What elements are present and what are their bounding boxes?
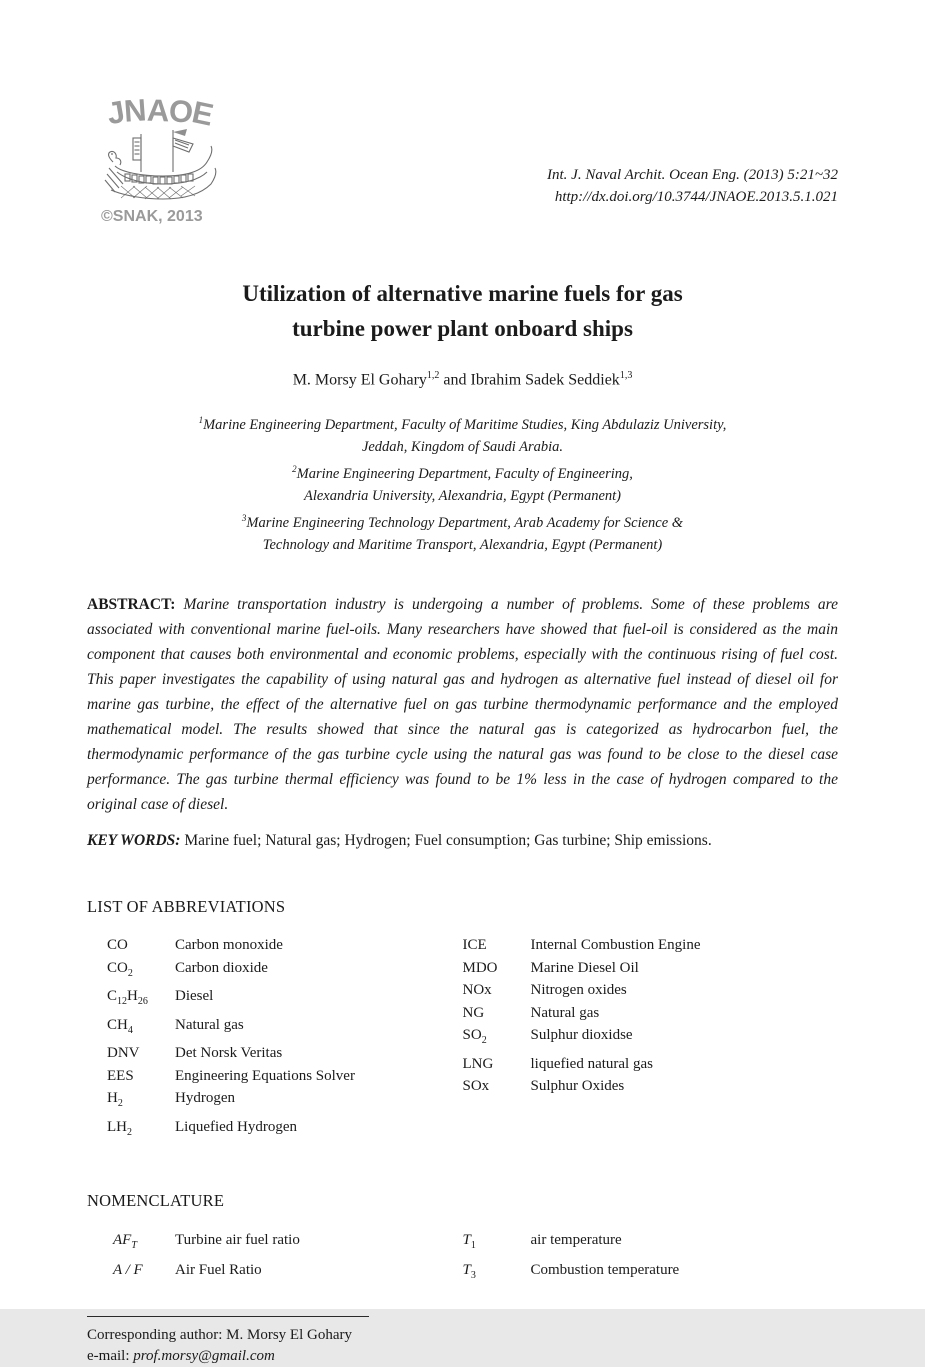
affiliation-line: $^3$Marine Engineering Technology Department, Arab Academy for Science & (241, 512, 684, 531)
abbreviation-term: MDO (462, 959, 498, 976)
logo-copyright: ©SNAK, 2013 (101, 208, 203, 225)
abbreviation-row (463, 1075, 839, 1098)
abbreviation-term: $LH_2$ (107, 1118, 132, 1138)
abbreviation-definition: Det Norsk Veritas (175, 1045, 283, 1062)
corresponding-author-line: Corresponding author: M. Morsy El Gohary (87, 1327, 352, 1344)
nomenclature-heading: NOMENCLATURE (87, 1191, 225, 1211)
abbreviation-term: EES (107, 1067, 134, 1084)
abbreviation-term: NOx (462, 982, 492, 999)
abbreviation-definition: Internal Combustion Engine (530, 937, 701, 954)
affiliation-line: Alexandria University, Alexandria, Egypt (Permanent) (303, 487, 622, 504)
nomenclature-row (107, 1258, 463, 1283)
abbreviation-row (107, 1116, 463, 1145)
abbreviation-definition: Natural gas (175, 1016, 244, 1033)
nomenclature-symbol: $T_1$ (462, 1232, 476, 1252)
abbreviation-term: LNG (462, 1055, 494, 1072)
authors-line: M. Morsy El Gohary$^{1,2}$ and Ibrahim Sadek Seddiek$^{1,3}$ (292, 370, 633, 389)
abbreviation-term: ICE (462, 937, 487, 954)
nomenclature-symbol: $T_3$ (462, 1262, 476, 1282)
ancient-ship-icon (101, 128, 219, 206)
abbreviation-term: $SO_2$ (462, 1027, 487, 1047)
abstract-paragraph: ABSTRACT: Marine transportation industry is undergoing a number of problems. Some of these problems are associated with conventional marine fuel-oils. Many researchers have showed that fuel-oil is considered as the main component that causes both environmental and economic problems, especially with the continuous rising of fuel cost. This paper investigates the capability of using natural gas and hydrogen as alternative fuel instead of diesel oil for marine gas turbine, the effect of the alternative fuel on gas turbine thermodynamic performance and the employed mathematical model. The results showed that since the natural gas is categorized as hydrocarbon fuel, the thermodynamic performance of the gas turbine cycle using the natural gas was found to be close to the diesel case performance. The gas turbine thermal efficiency was found to be 1% less in the case of hydrogen compared to the original case of diesel. (87, 595, 839, 813)
nomenclature-definition: Turbine air fuel ratio (175, 1232, 300, 1249)
abbreviation-definition: Natural gas (530, 1004, 600, 1021)
abbreviation-definition: Nitrogen oxides (530, 982, 627, 999)
nomenclature-definition: Air Fuel Ratio (175, 1262, 262, 1279)
abbreviation-definition: Sulphur Oxides (530, 1078, 625, 1095)
page-content (87, 0, 838, 1367)
affiliation-line: Jeddah, Kingdom of Saudi Arabia. (361, 439, 564, 456)
abbreviation-definition: Carbon dioxide (175, 959, 268, 976)
abbreviation-definition: Marine Diesel Oil (530, 959, 639, 976)
affiliation-line: $^2$Marine Engineering Department, Faculty of Engineering, (292, 464, 633, 482)
abbreviation-row (463, 979, 839, 1002)
paper-title (87, 276, 838, 346)
abbreviation-term: $C_{12}H_{26}$ (107, 988, 148, 1008)
abbreviation-term: $H_2$ (107, 1090, 123, 1110)
email-line[interactable]: e-mail: prof.morsy@gmail.com (87, 1348, 275, 1365)
abbreviation-term: NG (462, 1004, 485, 1021)
abbreviation-row (107, 1087, 463, 1116)
nomenclature-row (463, 1258, 839, 1288)
affiliation-line: $^1$Marine Engineering Department, Faculty of Maritime Studies, King Abdulaziz University, (198, 415, 727, 434)
journal-citation: Int. J. Naval Archit. Ocean Eng. (2013) 5:21~32 (547, 167, 838, 183)
nomenclature-row (463, 1228, 839, 1258)
abbreviation-row (107, 1065, 463, 1088)
journal-logo (101, 92, 231, 226)
abbreviation-definition: Hydrogen (175, 1090, 235, 1107)
abbreviation-definition: Sulphur dioxidse (530, 1027, 633, 1044)
abbreviation-row (463, 934, 839, 957)
abbreviation-definition: Engineering Equations Solver (175, 1067, 355, 1084)
journal-reference (547, 164, 838, 208)
paper-title-line1: Utilization of alternative marine fuels for gas (242, 281, 683, 306)
abbreviation-definition: Liquefied Hydrogen (175, 1118, 298, 1135)
nomenclature-symbol: $AF_T$ (113, 1232, 137, 1252)
abbreviation-term: $CO_2$ (107, 959, 133, 979)
abbreviation-term: SOx (462, 1078, 490, 1095)
header (87, 92, 838, 234)
footnote-divider (87, 1316, 369, 1317)
abbreviation-row (107, 985, 463, 1014)
affiliation-line: Technology and Maritime Transport, Alexandria, Egypt (Permanent) (262, 536, 663, 553)
paper-title-line2: turbine power plant onboard ships (292, 316, 633, 341)
nomenclature-table (87, 1228, 838, 1288)
nomenclature-right-column (463, 1228, 839, 1288)
nomenclature-left-column (87, 1228, 463, 1288)
nomenclature-row (107, 1228, 463, 1258)
abbreviation-definition: Diesel (175, 988, 214, 1005)
nomenclature-definition: Combustion temperature (530, 1262, 680, 1279)
abbreviation-row (107, 934, 463, 957)
abbreviations-heading: LIST OF ABBREVIATIONS (87, 897, 286, 917)
footnote (87, 1316, 838, 1367)
abbreviation-row (463, 1053, 839, 1076)
affiliations (87, 409, 838, 555)
abbreviations-right-column (463, 934, 839, 1144)
abbreviation-term: DNV (107, 1045, 140, 1062)
jnaoe-logo-text: JNAOE (104, 92, 217, 133)
abbreviation-row (107, 1042, 463, 1065)
abbreviations-left-column (87, 934, 463, 1144)
abbreviation-row (463, 957, 839, 980)
abbreviation-row (463, 1024, 839, 1053)
doi-link[interactable]: http://dx.doi.org/10.3744/JNAOE.2013.5.1.021 (554, 189, 838, 205)
abbreviation-definition: Carbon monoxide (175, 937, 283, 954)
abbreviation-definition: liquefied natural gas (530, 1055, 653, 1072)
abbreviation-term: CO (107, 937, 128, 954)
abbreviation-row (107, 957, 463, 986)
nomenclature-definition: air temperature (530, 1232, 622, 1249)
abbreviations-table (87, 934, 838, 1144)
abbreviation-row (463, 1002, 839, 1025)
abbreviation-term: $CH_4$ (107, 1016, 133, 1036)
keywords-line: KEY WORDS: Marine fuel; Natural gas; Hydrogen; Fuel consumption; Gas turbine; Ship emissions. (87, 832, 712, 850)
nomenclature-symbol: A / F (113, 1262, 143, 1279)
abbreviation-row (107, 1014, 463, 1043)
